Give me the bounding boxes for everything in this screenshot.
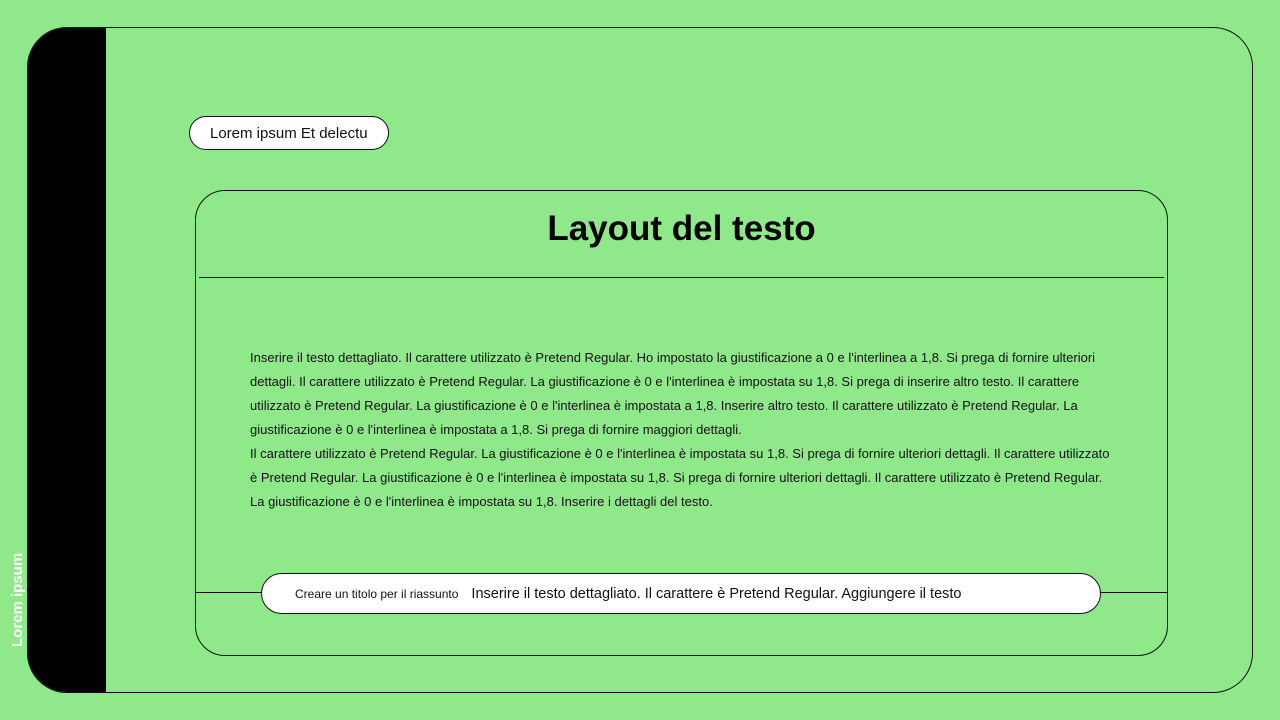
sidebar [28, 28, 106, 692]
stripes-logo-icon [8, 657, 26, 675]
paragraph: Inserire il testo dettagliato. Il carattere utilizzato è Pretend Regular. Ho impostato la giustificazione a 0 e l'interlinea a 1,8. Si prega di fornire ulteriori dettagli. Il carattere utilizzato è Pretend Regular. La giustificazione è 0 e l'interlinea è impostata su 1,8. Si prega di inserire altro testo. Il carattere utilizzato è Pretend Regular. La giustificazione è 0 e l'interlinea è impostata a 1,8. Inserire altro testo. Il carattere utilizzato è Pretend Regular. La giustificazione è 0 e l'interlinea è impostata a 1,8. Si prega di fornire maggiori dettagli. [250, 350, 1096, 437]
card-title: Layout del testo [547, 209, 816, 248]
paragraph: Il carattere utilizzato è Pretend Regular. La giustificazione è 0 e l'interlinea è impostata su 1,8. Si prega di fornire ulteriori dettagli. Il carattere utilizzato è Pretend Regular. La giustificazione è 0 e l'interlinea è impostata su 1,8. Si prega di fornire ulteriori dettagli. Il carattere utilizzato è Pretend Regular. La giustificazione è 0 e l'interlinea è impostata su 1,8. Inserire i dettagli del testo. [250, 446, 1110, 509]
section-tag-label: Lorem ipsum Et delectu [210, 124, 368, 142]
summary-title: Creare un titolo per il riassunto [295, 586, 459, 601]
sidebar-brand [8, 553, 26, 675]
summary-bar [261, 573, 1101, 614]
summary-text: Inserire il testo dettagliato. Il carattere è Pretend Regular. Aggiungere il testo [471, 585, 962, 602]
body-text [250, 346, 1112, 514]
sidebar-label: Lorem ipsum [8, 552, 26, 647]
section-tag [189, 116, 389, 150]
title-divider [199, 277, 1164, 278]
